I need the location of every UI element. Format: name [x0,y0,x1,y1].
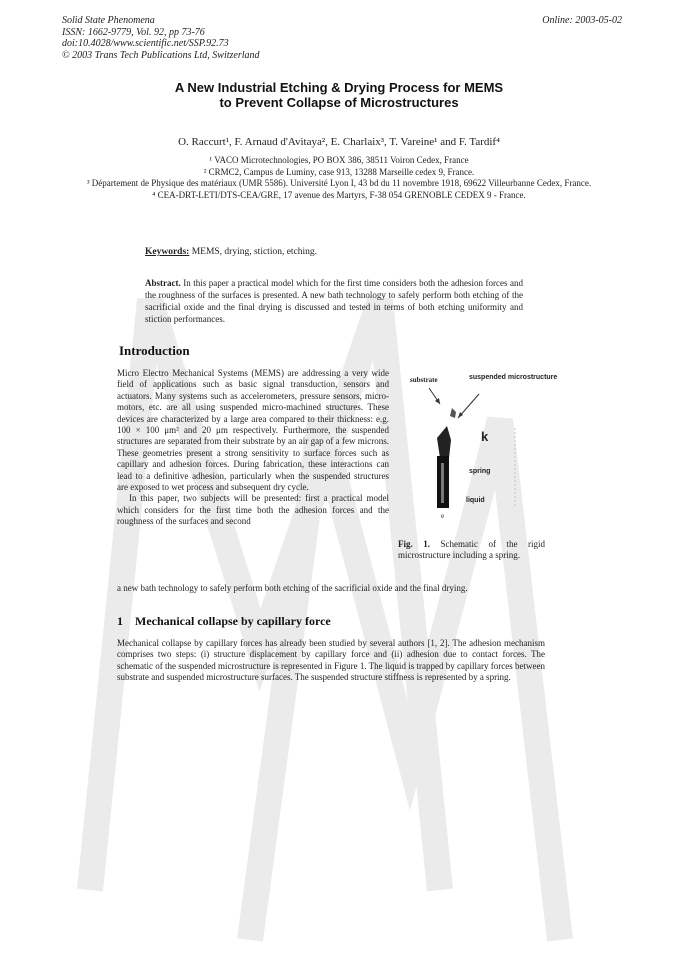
affiliation-2: ² CRMC2, Campus de Luminy, case 913, 13288 Marseille cedex 9, France. [203,166,475,177]
figure-caption-text: Schematic of the rigid microstructure including a spring. [398,539,546,561]
keywords [145,247,565,257]
intro-paragraph-1: Micro Electro Mechanical Systems (MEMS) are addressing a very wide field of applications such as basic signal transduction, sensors and actuators. Many systems such as accelerometers, pressure sensors, micro-motors, etc. are all using suspended micro-machined structures. These devices are characterized by a large area compared to their thickness: e.g. 100 × 100 μm² and 20 μm respectively. Furthermore, the suspended structures are separated from their substrate by an air gap of a few microns. These geometries present a strong sensitivity to surface forces such as capillary and adhesion forces. During fabrication, these interactions can lead to a definitive adhesion, particularly when the suspended structures are exposed to wet process and subsequent dry cycle. [117,368,389,493]
fig-label-suspended-line: suspended microstructure [469,374,558,381]
figure-1-caption [398,539,545,562]
section-1-body: Mechanical collapse by capillary forces has already been studied by several authors [1, 2]. The adhesion mechanism comprises two steps: (i) structure displacement by capillary force and (ii) adhesion due to contact forces. The schematic of the suspended microstructure is represented in Figure 1. The liquid is trapped by capillary forces between substrate and suspended microstructure surfaces. The suspended structure stiffness is represented by a spring. [117,638,545,683]
section-1-number: 1 [117,614,123,628]
abstract [145,277,523,325]
paper-title [100,80,578,110]
fig-label-liquid: liquid [466,497,485,504]
introduction-heading: Introduction [119,343,190,358]
fig-label-k: k [481,429,489,444]
issn-line: ISSN: 1662-9779, Vol. 92, pp 73-76 [62,26,205,38]
title-line-1: A New Industrial Etching & Drying Process for MEMS [174,80,504,95]
abstract-text: In this paper a practical model which for the first time considers both the adhesion forces and the roughness of the surfaces is presented. A new bath technology to safely perform both etching of the sacrificial oxide and the final drying is discussed and tested in terms of both etching uniformity and stiction performances. [145,278,523,324]
fig-label-e: e [441,512,445,520]
fig-arrowhead-substrate [435,398,440,404]
affiliation-3: ³ Département de Physique des matériaux (UMR 5586). Université Lyon I, 43 bd du 11 novembre 1918, 69622 Villeurbanne Cedex, France. [86,178,592,188]
fig-label-spring: spring [469,468,491,475]
figure-caption-label: Fig. 1. [398,539,431,549]
affiliations [60,155,618,201]
journal-header [62,15,622,61]
fig-microstructure-tip [450,408,456,418]
fig-microstructure-body [437,426,451,458]
section-1-title: Mechanical collapse by capillary force [135,614,331,628]
intro-paragraph-2-continued: a new bath technology to safely perform both etching of the sacrificial oxide and the final drying. [117,583,468,593]
introduction-body [117,368,389,528]
abstract-label: Abstract. [145,278,181,288]
affiliation-4: ⁴ CEA-DRT-LETI/DTS-CEA/GRE, 17 avenue des Martyrs, F-38 054 GRENOBLE CEDEX 9 - France. [152,189,526,200]
author-list: O. Raccurt¹, F. Arnaud d'Avitaya², E. Charlaix³, T. Vareine¹ and F. Tardif⁴ [178,136,500,148]
keywords-label: Keywords: [145,247,190,257]
title-line-2: to Prevent Collapse of Microstructures [219,95,459,110]
doi-line[interactable]: doi:10.4028/www.scientific.net/SSP.92.73 [62,38,229,49]
affiliation-1: ¹ VACO Microtechnologies, PO BOX 386, 38511 Voiron Cedex, France [209,155,469,165]
journal-name: Solid State Phenomena [62,15,155,26]
figure-1-schematic [397,368,558,528]
copyright-line: © 2003 Trans Tech Publications Ltd, Switzerland [62,49,260,61]
online-date: Online: 2003-05-02 [542,15,622,26]
fig-liquid-gap [441,463,444,503]
fig-label-suspended [469,374,557,381]
fig-label-substrate: substrate [410,376,438,384]
section-1-heading [117,614,331,629]
intro-paragraph-2: In this paper, two subjects will be presented: first a practical model which considers for the first time both the adhesion forces and the roughness of the surfaces and second [117,493,389,527]
keywords-text: MEMS, drying, stiction, etching. [191,247,318,257]
